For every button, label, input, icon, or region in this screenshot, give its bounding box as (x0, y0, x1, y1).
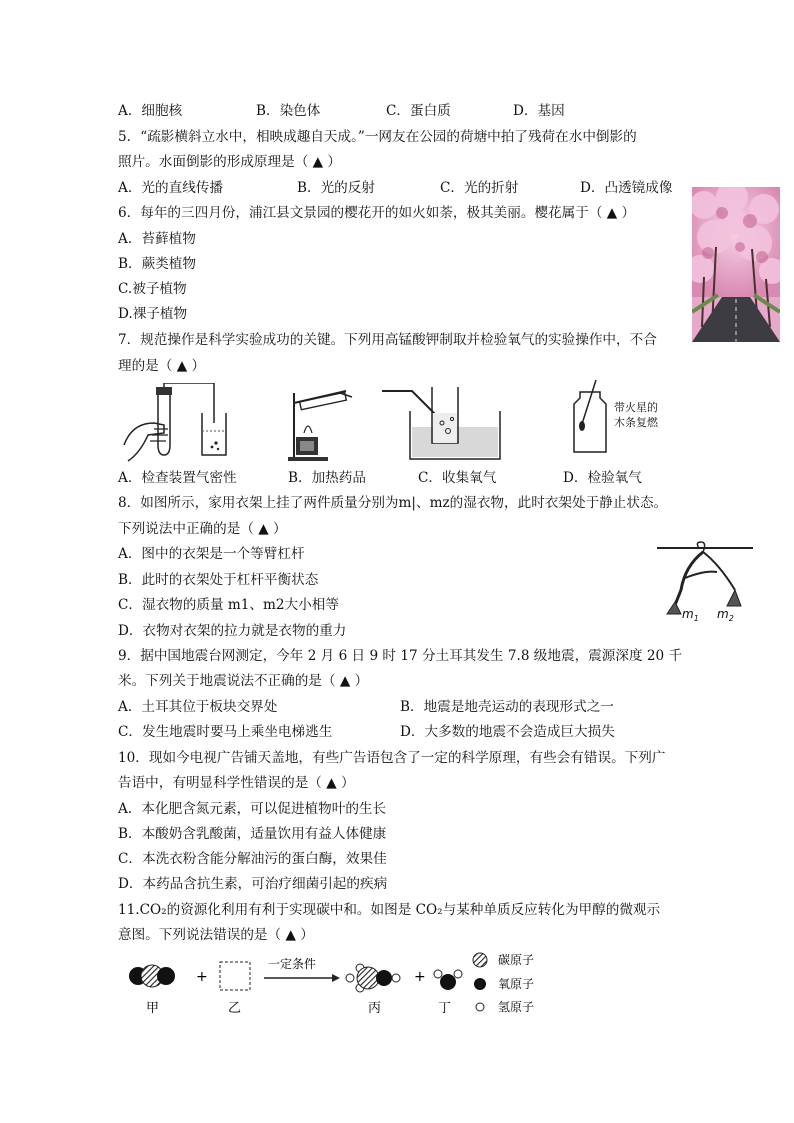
label-yi: 乙 (228, 1001, 242, 1016)
q8-stem-line2: 下列说法中正确的是（ ▲ ） (118, 521, 287, 537)
reaction-condition: 一定条件 (268, 957, 317, 971)
legend-hydrogen: 氢原子 (498, 1000, 535, 1014)
q5-stem-line1: 5．“疏影横斜立水中，相映成趣自天成。”一网友在公园的荷塘中拍了残荷在水中倒影的 (118, 129, 637, 145)
q10-stem-line2: 告语中，有明显科学性错误的是（ ▲ ） (118, 775, 355, 791)
q7-figure-b-heating (280, 383, 360, 463)
q9-stem-line2: 米。下列关于地震说法不正确的是（ ▲ ） (118, 673, 369, 689)
q4-option-b: B．染色体 (256, 103, 321, 119)
q7-figure-c-collection (382, 383, 502, 463)
q7-stem-line1: 7．规范操作是科学实验成功的关键。下列用高锰酸钾制取并检验氧气的实验操作中，不合 (118, 332, 657, 348)
plus-sign-1: + (196, 969, 208, 985)
q6-option-c: C.被子植物 (118, 281, 187, 297)
q10-option-a: A．本化肥含氮元素，可以促进植物叶的生长 (118, 801, 387, 817)
q11-stem-line1: 11.CO₂的资源化利用有利于实现碳中和。如图是 CO₂与某种单质反应转化为甲醇的微观示 (118, 902, 661, 918)
q5-stem-line2: 照片。水面倒影的形成原理是（ ▲ ） (118, 154, 342, 170)
q5-option-c: C．光的折射 (440, 180, 519, 196)
q9-option-d: D．大多数的地震不会造成巨大损失 (400, 724, 615, 740)
q7-figure-label-2: 木条复燃 (614, 416, 658, 429)
molecule-yi-box (220, 962, 250, 990)
q7-stem-line2: 理的是（ ▲ ） (118, 358, 206, 374)
atom-legend (473, 952, 534, 1014)
q6-option-d: D.裸子植物 (118, 306, 188, 322)
q6-stem: 6．每年的三四月份，浦江县文景园的樱花开的如火如荼，极其美丽。樱花属于（ ▲ ） (118, 205, 636, 221)
cherry-blossom-photo (692, 187, 780, 342)
label-ding: 丁 (438, 1001, 452, 1016)
q8-option-d: D．衣物对衣架的拉力就是衣物的重力 (118, 623, 347, 639)
legend-oxygen-swatch (474, 978, 486, 990)
q4-option-a: A．细胞核 (118, 103, 183, 119)
q5-option-d: D．凸透镜成像 (580, 180, 673, 196)
legend-carbon: 碳原子 (498, 953, 535, 967)
q6-option-b: B．蕨类植物 (118, 256, 196, 272)
q7-option-a: A．检查装置气密性 (118, 470, 237, 486)
molecule-jia (129, 965, 175, 987)
legend-oxygen: 氧原子 (498, 977, 535, 991)
q7-option-d: D．检验氧气 (563, 470, 642, 486)
q8-stem-line1: 8．如图所示，家用衣架上挂了两件质量分别为m|、mz的湿衣物，此时衣架处于静止状态。 (118, 495, 668, 511)
q9-option-b: B．地震是地壳运动的表现形式之一 (400, 699, 614, 715)
q8-option-c: C．湿衣物的质量 m1、m2大小相等 (118, 597, 339, 613)
q9-stem-line1: 9．据中国地震台网测定，今年 2 月 6 日 9 时 17 分土耳其发生 7.8 级地震，震源深度 20 千 (118, 648, 683, 664)
molecule-ding (434, 970, 462, 990)
q10-option-b: B．本酸奶含乳酸菌，适量饮用有益人体健康 (118, 826, 387, 842)
q5-option-b: B．光的反射 (297, 180, 375, 196)
label-bing: 丙 (368, 1001, 382, 1016)
q4-option-c: C．蛋白质 (386, 103, 451, 119)
plus-sign-2: + (414, 969, 426, 985)
q6-option-a: A．苔藓植物 (118, 231, 196, 247)
q9-option-c: C．发生地震时要马上乘坐电梯逃生 (118, 724, 333, 740)
q8-fig-m1-sub: 1 (693, 614, 699, 623)
q11-stem-line2: 意图。下列说法错误的是（ ▲ ） (118, 927, 314, 943)
q8-fig-m2-sub: 2 (728, 614, 734, 623)
q10-option-d: D．本药品含抗生素，可治疗细菌引起的疾病 (118, 876, 388, 892)
q8-option-a: A．图中的衣架是一个等臂杠杆 (118, 546, 305, 562)
q7-option-b: B．加热药品 (288, 470, 366, 486)
q7-figure-label-1: 带火星的 (614, 401, 658, 414)
q8-fig-m2: m (717, 607, 729, 621)
q7-figure-a-airtightness (118, 383, 228, 463)
molecule-bing (346, 964, 400, 992)
q11-reaction-diagram (118, 950, 568, 1020)
q8-option-b: B．此时的衣架处于杠杆平衡状态 (118, 572, 319, 588)
q10-stem-line1: 10．现如今电视广告铺天盖地，有些广告语包含了一定的科学原理，有些会有错误。下列广 (118, 750, 666, 766)
legend-hydrogen-swatch (476, 1003, 484, 1011)
q8-fig-m1: m (682, 607, 694, 621)
label-jia: 甲 (146, 1001, 160, 1016)
q4-option-d: D．基因 (513, 103, 565, 119)
q8-hanger-figure (655, 540, 755, 630)
legend-carbon-swatch (473, 953, 487, 967)
q7-option-c: C．收集氧气 (418, 470, 497, 486)
q9-option-a: A．土耳其位于板块交界处 (118, 699, 278, 715)
svg-text:m2 (717, 607, 734, 623)
q5-option-a: A．光的直线传播 (118, 180, 223, 196)
q10-option-c: C．本洗衣粉含能分解油污的蛋白酶，效果佳 (118, 851, 387, 867)
svg-text:m1 (682, 607, 699, 623)
reaction-arrow-icon (332, 974, 340, 982)
